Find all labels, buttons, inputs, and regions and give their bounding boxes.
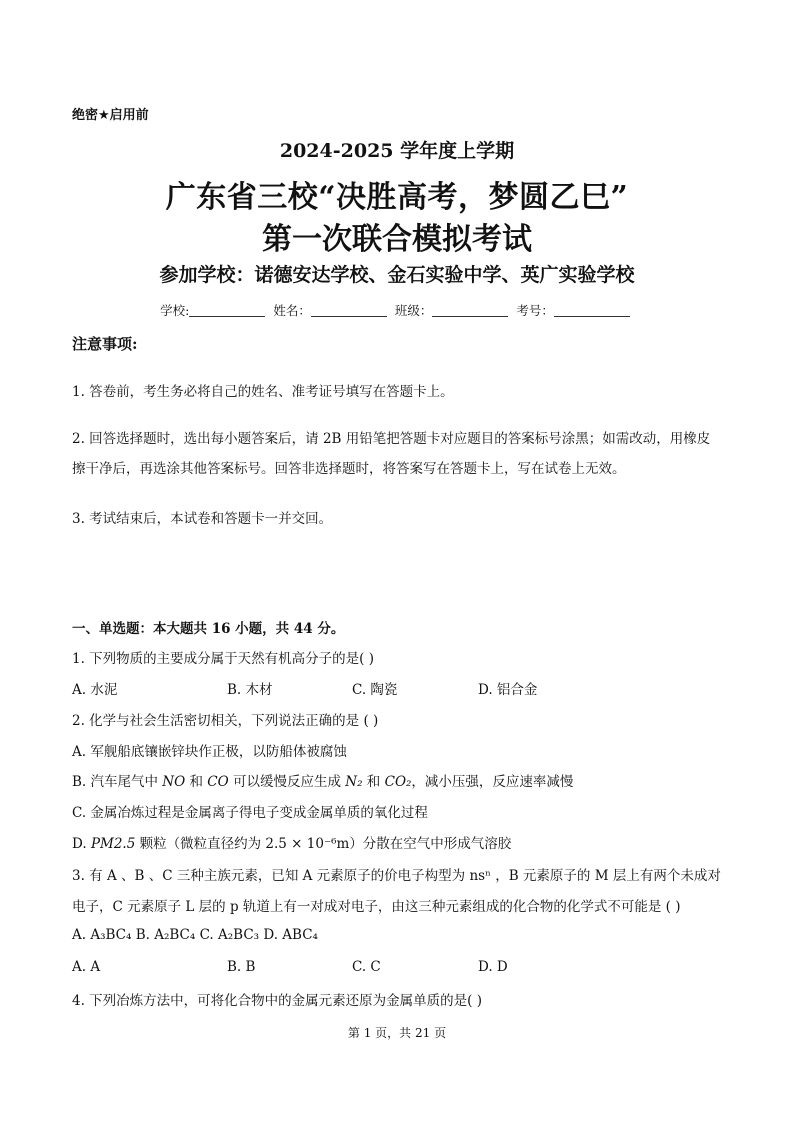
q2-option-d: D. PM2.5 颗粒（微粒直径约为 2.5 × 10⁻⁶m）分散在空气中形成气溶胶 bbox=[72, 836, 512, 852]
q3-option-b: B. B bbox=[227, 959, 256, 975]
question-3-stem-line1: 3. 有 A 、B 、C 三种主族元素，已知 A 元素原子的价电子构型为 nsⁿ ，B 元素原子的 M 层上有两个未成对 bbox=[72, 868, 721, 884]
section-title: 一、单选题：本大题共 16 小题，共 44 分。 bbox=[72, 621, 345, 637]
question-3-formulas: A. A₃BC₄ B. A₂BC₄ C. A₂BC₃ D. ABC₄ bbox=[72, 927, 318, 943]
confidential-label: 绝密★启用前 bbox=[72, 108, 149, 123]
class-field[interactable] bbox=[432, 316, 508, 317]
school-field[interactable] bbox=[189, 316, 265, 317]
question-2-stem: 2. 化学与社会生活密切相关，下列说法正确的是 ( ) bbox=[72, 713, 379, 729]
page-footer: 第 1 页，共 21 页 bbox=[347, 1026, 447, 1040]
q1-option-b: B. 木材 bbox=[227, 682, 273, 698]
q1-option-c: C. 陶瓷 bbox=[352, 682, 398, 698]
question-4-stem: 4. 下列冶炼方法中，可将化合物中的金属元素还原为金属单质的是( ) bbox=[72, 993, 482, 1009]
participating-schools: 参加学校：诺德安达学校、金石实验中学、英广实验学校 bbox=[159, 264, 635, 286]
question-1-stem: 1. 下列物质的主要成分属于天然有机高分子的是( ) bbox=[72, 651, 374, 667]
name-label: 姓名： bbox=[273, 303, 311, 318]
q1-option-d: D. 铝合金 bbox=[478, 682, 538, 698]
exam-number-field[interactable] bbox=[554, 316, 630, 317]
name-field[interactable] bbox=[311, 316, 387, 317]
q3-option-c: C. C bbox=[352, 959, 381, 975]
q1-option-a: A. 水泥 bbox=[72, 682, 118, 698]
student-info-row bbox=[0, 301, 794, 319]
notice-item-3: 3. 考试结束后，本试卷和答题卡一并交回。 bbox=[72, 511, 333, 527]
notice-item-1: 1. 答卷前，考生务必将自己的姓名、准考证号填写在答题卡上。 bbox=[72, 384, 454, 400]
q3-option-a: A. A bbox=[72, 959, 101, 975]
q2-option-c: C. 金属冶炼过程是金属离子得电子变成金属单质的氧化过程 bbox=[72, 805, 428, 821]
notice-item-2-line1: 2. 回答选择题时，选出每小题答案后，请 2B 用铅笔把答题卡对应题目的答案标号涂黑；如需改动，用橡皮 bbox=[72, 431, 711, 447]
q2-option-b: B. 汽车尾气中 NO 和 CO 可以缓慢反应生成 N₂ 和 CO₂，减小压强，反应速率减慢 bbox=[72, 774, 574, 790]
question-3-stem-line2: 电子，C 元素原子 L 层的 p 轨道上有一对成对电子，由这三种元素组成的化合物的化学式不可能是 ( ) bbox=[72, 899, 681, 915]
class-label: 班级： bbox=[394, 303, 433, 318]
exam-title-line1: 广东省三校“决胜高考，梦圆乙巳” bbox=[165, 180, 629, 215]
q3-option-d: D. D bbox=[478, 959, 508, 975]
school-label: 学校: bbox=[160, 303, 190, 318]
exam-number-label: 考号： bbox=[516, 303, 554, 318]
notice-item-2-line2: 擦干净后，再选涂其他答案标号。回答非选择题时，将答案写在答题卡上，写在试卷上无效。 bbox=[72, 461, 626, 477]
exam-title-line2: 第一次联合模拟考试 bbox=[262, 222, 532, 257]
q2-option-a: A. 军舰船底镶嵌锌块作正极，以防船体被腐蚀 bbox=[72, 744, 347, 760]
notice-title: 注意事项: bbox=[72, 335, 138, 353]
exam-year: 2024-2025 学年度上学期 bbox=[279, 140, 515, 162]
